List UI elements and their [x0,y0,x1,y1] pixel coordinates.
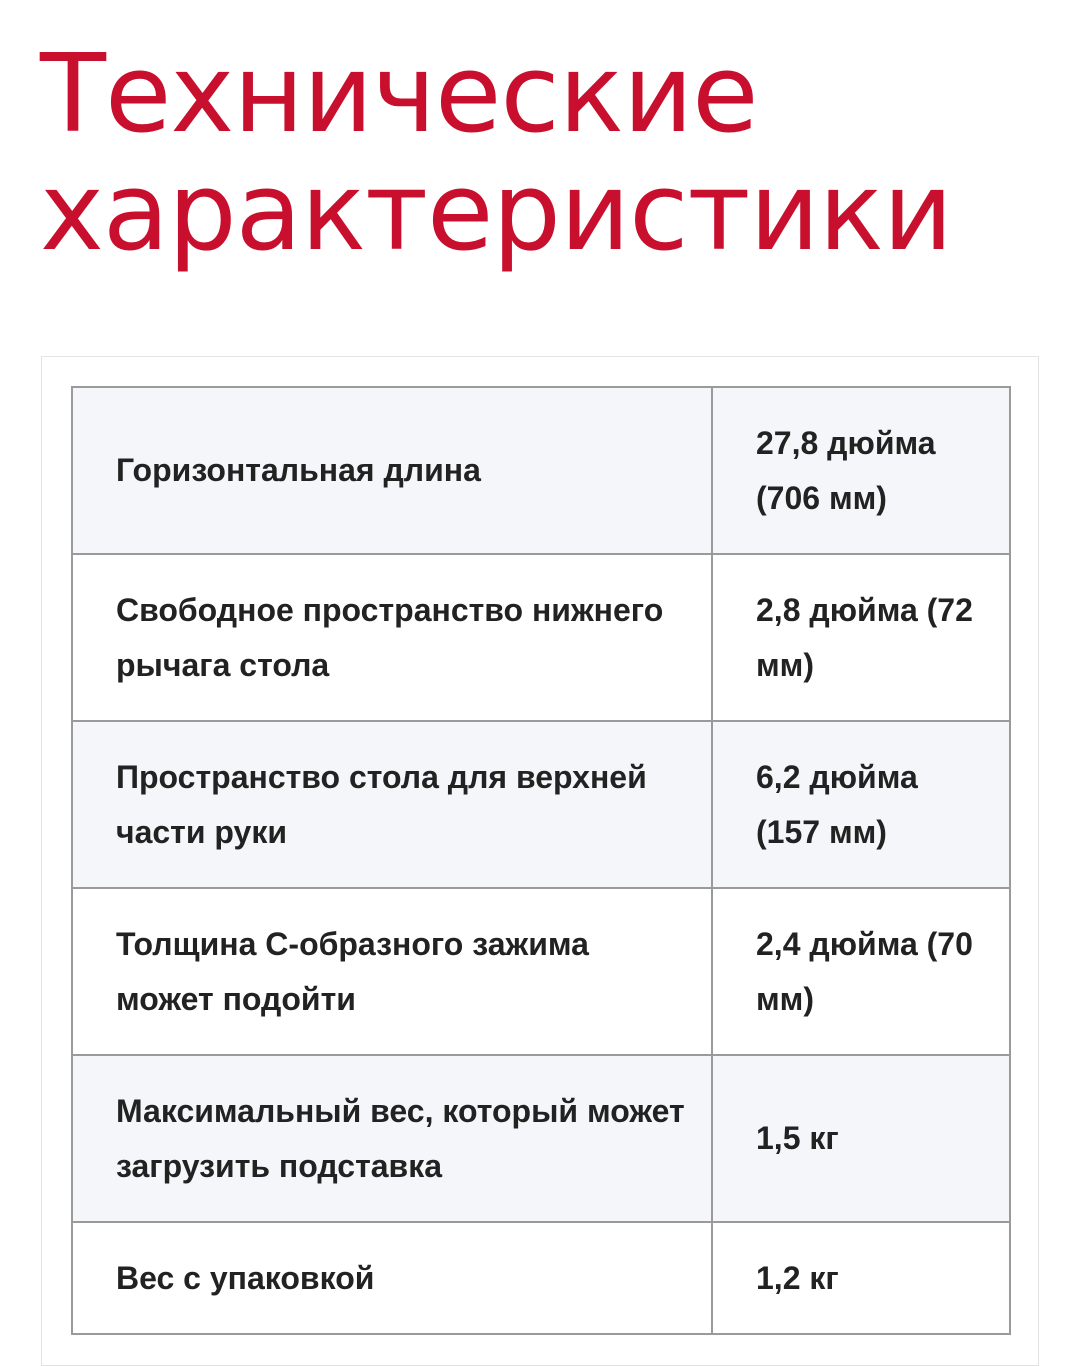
table-row [72,387,1010,554]
spec-value: 2,4 дюйма (70 мм) [712,888,1010,1055]
spec-value: 6,2 дюйма (157 мм) [712,721,1010,888]
table-row [72,888,1010,1055]
spec-value: 1,2 кг [712,1222,1010,1334]
spec-name: Толщина C-образного зажима может подойти [72,888,712,1055]
table-row [72,554,1010,721]
spec-name: Вес с упаковкой [72,1222,712,1334]
spec-name: Пространство стола для верхней части руки [72,721,712,888]
table-row [72,1055,1010,1222]
page-title: Технические характеристики [40,32,953,275]
table-row [72,1222,1010,1334]
spec-name: Свободное пространство нижнего рычага стола [72,554,712,721]
spec-value: 27,8 дюйма (706 мм) [712,387,1010,554]
table-row [72,721,1010,888]
spec-table [71,386,1011,1335]
spec-name: Максимальный вес, который может загрузить подставка [72,1055,712,1222]
spec-value: 2,8 дюйма (72 мм) [712,554,1010,721]
spec-name: Горизонтальная длина [72,387,712,554]
spec-value: 1,5 кг [712,1055,1010,1222]
